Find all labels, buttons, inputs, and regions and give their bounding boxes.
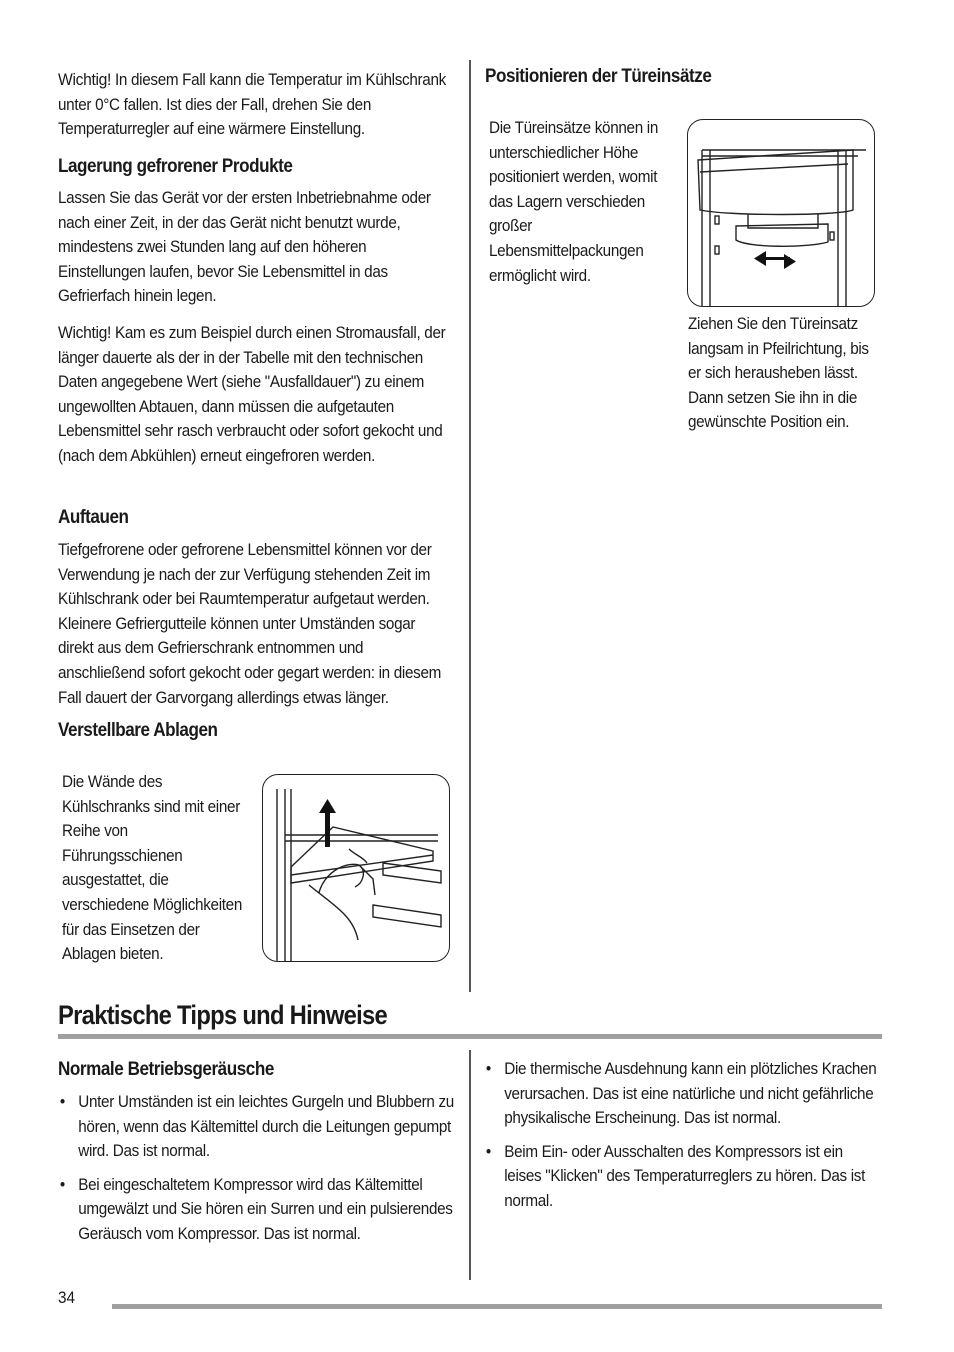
warning-label: Wichtig! (58, 323, 112, 342)
bullet-icon: • (485, 1141, 491, 1161)
warning-text: In diesem Fall kann die Temperatur im Kühlschrank unter 0°C fallen. Ist dies der Fall, drehen Sie den Temperaturregler auf eine wärmere Einstellung. (58, 70, 446, 139)
door-caption: Ziehen Sie den Türeinsatz langsam in Pfeilrichtung, bis er sich herausheben lässt. Dann setzen Sie ihn in die gewünschte Position ein. (688, 314, 869, 432)
door-heading: Positionieren der Türeinsätze (485, 66, 712, 87)
column-divider-lower (469, 1050, 471, 1280)
list-item: • Beim Ein- oder Ausschalten des Kompressors ist ein leises "Klicken" des Temperaturreglers zu hören. Das ist normal. (485, 1141, 866, 1210)
warning-paragraph-2 (58, 321, 454, 469)
warning-text: Kam es zum Beispiel durch einen Stromausfall, der länger dauerte als der in der Tabelle mit den technischen Daten angegebene Wert (siehe "Ausfalldauer") zu einem ungewollten Abtauen, dann müssen die aufgetauten Lebensmittel sehr rasch verbraucht oder sofort gekocht und (nach dem Abkühlen) erneut eingefroren werden. (58, 323, 446, 465)
list-item: • Unter Umständen ist ein leichtes Gurgeln und Blubbern zu hören, wenn das Kältemittel durch die Leitungen gepumpt wird. Das ist normal. (59, 1092, 454, 1161)
noise-heading: Normale Betriebsgeräusche (58, 1059, 274, 1080)
shelves-heading: Verstellbare Ablagen (58, 720, 218, 741)
thaw-heading: Auftauen (58, 507, 129, 528)
shelf-drawing (263, 775, 450, 962)
bullet-icon: • (59, 1092, 65, 1111)
page-number: 34 (58, 1288, 76, 1307)
noise-list-right (484, 1057, 880, 1223)
bullet-icon: • (485, 1059, 491, 1078)
shelf-illustration (262, 774, 450, 962)
column-divider (469, 60, 471, 992)
section-title: Praktische Tipps und Hinweise (58, 1000, 388, 1030)
thaw-paragraph: Tiefgefrorene oder gefrorene Lebensmittel können vor der Verwendung je nach der zur Verfügung stehenden Zeit im Kühlschrank oder bei Raumtemperatur aufgetaut werden. Kleinere Gefriergutteile können unter Umständen sogar direkt aus dem Gefrierschrank entnommen und anschließend sofort gekocht oder gegart werden: in diesem Fall dauert der Garvorgang allerdings etwas länger. (58, 540, 442, 707)
noise-list-left (58, 1090, 463, 1256)
footer-rule (112, 1304, 882, 1309)
storage-heading: Lagerung gefrorener Produkte (58, 156, 293, 177)
door-illustration (687, 119, 875, 307)
warning-label: Wichtig! (58, 70, 112, 89)
section-rule (58, 1034, 882, 1039)
warning-paragraph-1 (58, 68, 454, 142)
door-paragraph: Die Türeinsätze können in unterschiedlicher Höhe positioniert werden, womit das Lagern verschieden großer Lebensmittelpackungen ermöglicht wird. (489, 118, 659, 285)
list-item: • Die thermische Ausdehnung kann ein plötzliches Krachen verursachen. Das ist eine natürliche und nicht gefährliche physikalische Erscheinung. Das ist normal. (485, 1059, 877, 1128)
bullet-icon: • (59, 1174, 65, 1194)
door-drawing (688, 120, 875, 307)
list-item: • Bei eingeschaltetem Kompressor wird das Kältemittel umgewälzt und Sie hören ein Surren und ein pulsierendes Geräusch vom Kompressor. Das ist normal. (59, 1174, 453, 1243)
storage-paragraph: Lassen Sie das Gerät vor der ersten Inbetriebnahme oder nach einer Zeit, in der das Gerät nicht benutzt wurde, mindestens zwei Stunden lang auf den höheren Einstellungen laufen, bevor Sie Lebensmittel in das Gefrierfach hinein legen. (58, 188, 431, 306)
shelves-paragraph: Die Wände des Kühlschranks sind mit einer Reihe von Führungsschienen ausgestattet, die verschiedene Möglichkeiten für das Einsetzen der Ablagen bieten. (62, 772, 243, 964)
